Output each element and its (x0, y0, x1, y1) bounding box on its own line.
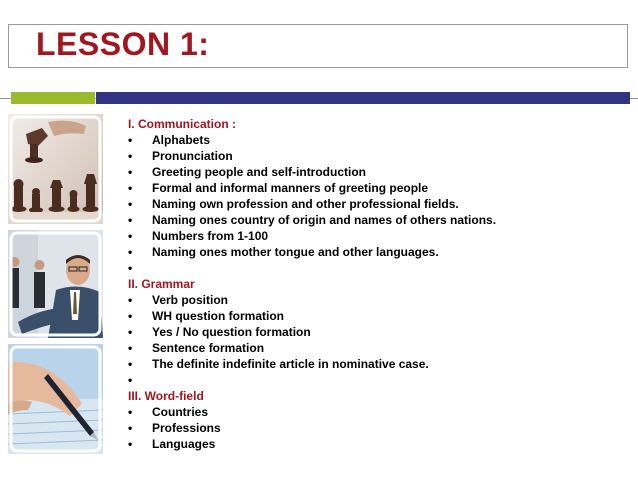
list-item: • Professions (128, 421, 221, 435)
list-item: • Numbers from 1-100 (128, 229, 269, 243)
list-item: • Countries (128, 405, 209, 419)
section-heading-grammar: II. Grammar (128, 277, 195, 291)
chess-pieces-photo (8, 114, 103, 224)
section-heading-word-field: III. Word-field (128, 389, 204, 403)
bullet: • (128, 181, 133, 195)
list-item (128, 372, 628, 388)
list-item: • Sentence formation (128, 341, 265, 355)
section-heading-communication: I. Communication : (128, 117, 236, 131)
bullet: • (128, 229, 133, 243)
list-item: • Formal and informal manners of greeting people (128, 181, 429, 195)
list-item (128, 260, 628, 276)
business-people-photo (8, 230, 103, 338)
bullet: • (128, 293, 133, 307)
title-box (8, 24, 628, 68)
list-item: • Alphabets (128, 133, 211, 147)
bullet: • (128, 245, 133, 259)
list-item: • Naming own profession and other professional fields. (128, 197, 459, 211)
bullet: • (128, 421, 133, 435)
list-item: • Yes / No question formation (128, 325, 311, 339)
list-item: • Pronunciation (128, 149, 233, 163)
bullet: • (128, 133, 133, 147)
lesson-content (128, 116, 628, 452)
bullet: • (128, 309, 133, 323)
bullet: • (128, 341, 133, 355)
accent-bar-blue (96, 92, 630, 104)
bullet: • (128, 437, 133, 451)
bullet: • (128, 197, 133, 211)
list-item: • Verb position (128, 293, 229, 307)
bullet: • (128, 213, 133, 227)
bullet: • (128, 373, 133, 387)
list-item: • Naming ones mother tongue and other languages. (128, 245, 439, 259)
bullet: • (128, 149, 133, 163)
hand-writing-photo (8, 344, 103, 454)
list-item: • Naming ones country of origin and names of others nations. (128, 213, 497, 227)
accent-bar-green (11, 92, 95, 104)
bullet: • (128, 357, 133, 371)
page-title: LESSON 1: (36, 26, 210, 62)
list-item: • The definite indefinite article in nominative case. (128, 357, 429, 371)
bullet: • (128, 325, 133, 339)
bullet: • (128, 261, 133, 275)
list-item: • Greeting people and self-introduction (128, 165, 367, 179)
bullet: • (128, 405, 133, 419)
bullet: • (128, 165, 133, 179)
list-item: • WH question formation (128, 309, 284, 323)
list-item: • Languages (128, 437, 216, 451)
